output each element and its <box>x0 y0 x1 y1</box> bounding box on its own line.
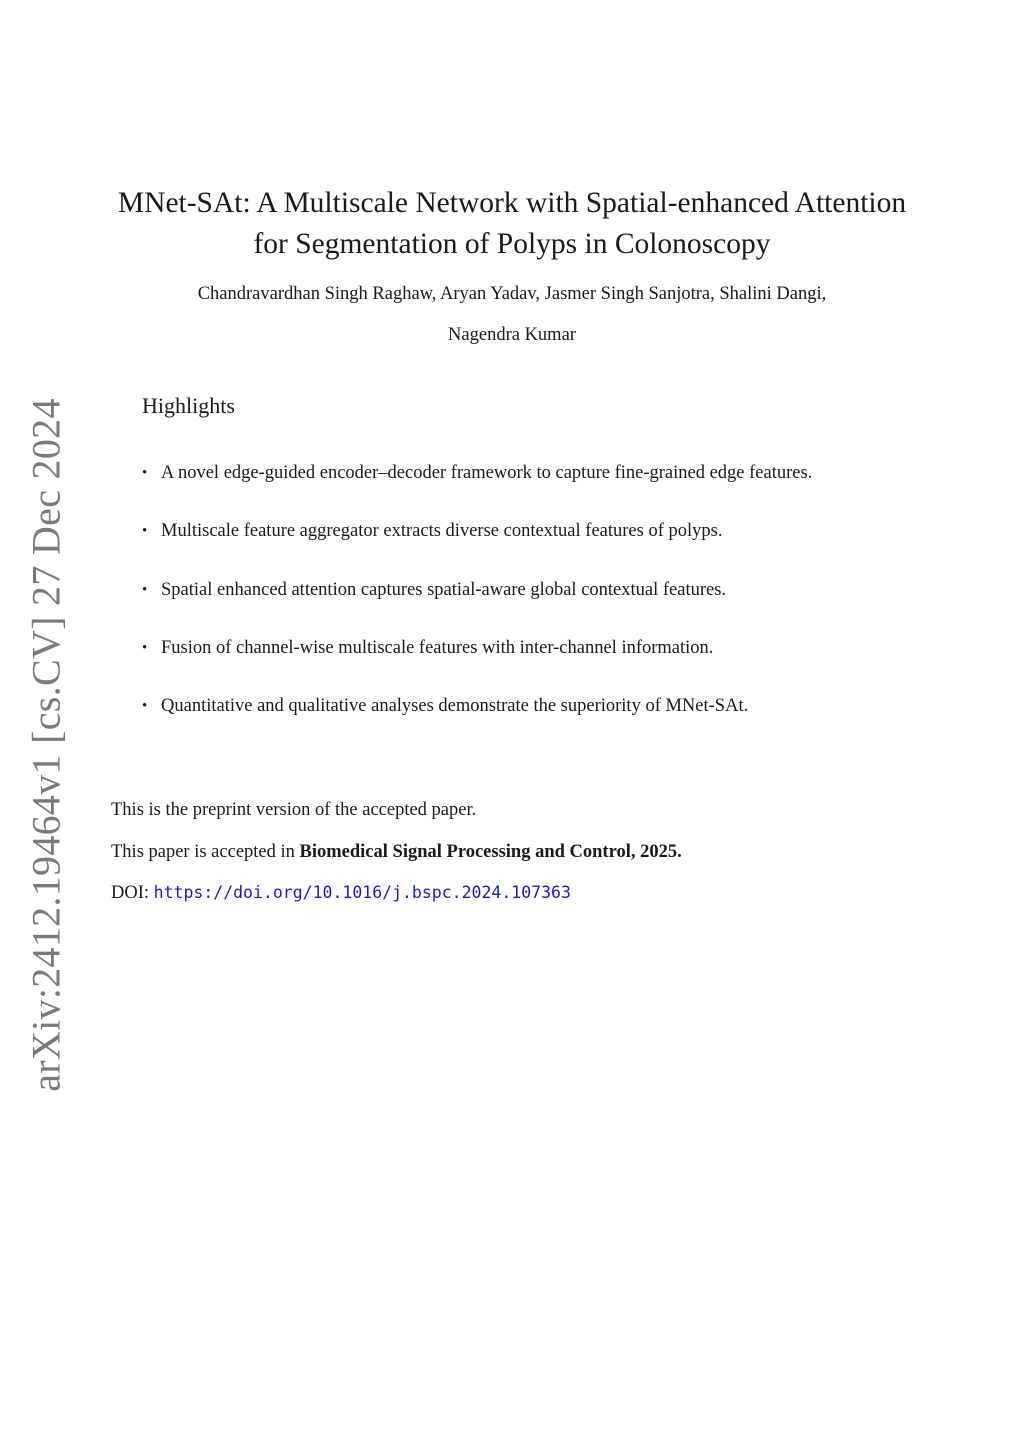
highlight-text: Multiscale feature aggregator extracts diverse contextual features of polyps. <box>161 521 723 542</box>
highlight-item <box>142 634 942 692</box>
highlight-item <box>142 576 942 634</box>
highlight-item <box>142 692 942 750</box>
highlight-text: A novel edge-guided encoder–decoder framework to capture fine-grained edge features. <box>161 463 813 483</box>
author-list <box>0 274 1024 356</box>
publication-notes <box>111 796 931 921</box>
bullet-icon: • <box>142 581 148 598</box>
author-list-line-1: Chandravardhan Singh Raghaw, Aryan Yadav, Jasmer Singh Sanjotra, Shalini Dangi, <box>197 284 827 304</box>
doi-line <box>111 879 931 921</box>
arxiv-identifier-stamp: arXiv:2412.19464v1 [cs.CV] 27 Dec 2024 <box>23 398 69 1092</box>
acceptance-note <box>111 838 931 880</box>
bullet-icon: • <box>142 465 148 481</box>
highlight-item <box>142 459 942 517</box>
journal-name: Biomedical Signal Processing and Control, 2025. <box>299 841 682 862</box>
bullet-icon: • <box>142 698 148 715</box>
highlight-text: Spatial enhanced attention captures spatial-aware global contextual features. <box>161 579 727 600</box>
doi-link[interactable]: https://doi.org/10.1016/j.bspc.2024.107363 <box>153 883 571 902</box>
highlight-text: Quantitative and qualitative analyses demonstrate the superiority of MNet-SAt. <box>161 696 749 717</box>
highlight-item <box>142 517 942 575</box>
bullet-icon: • <box>142 523 148 540</box>
paper-title-line-1: MNet-SAt: A Multiscale Network with Spatial-enhanced Attention <box>117 187 907 219</box>
paper-title-line-2: for Segmentation of Polyps in Colonoscopy <box>253 228 771 260</box>
highlights-list <box>142 459 942 750</box>
preprint-note: This is the preprint version of the accepted paper. <box>111 800 477 820</box>
doi-label: DOI: <box>111 883 150 903</box>
author-list-line-2: Nagendra Kumar <box>448 325 576 345</box>
highlights-heading: Highlights <box>142 393 235 418</box>
acceptance-prefix: This paper is accepted in <box>111 841 295 862</box>
highlight-text: Fusion of channel-wise multiscale features with inter-channel information. <box>161 637 714 658</box>
paper-title <box>0 183 1024 265</box>
bullet-icon: • <box>142 639 148 656</box>
